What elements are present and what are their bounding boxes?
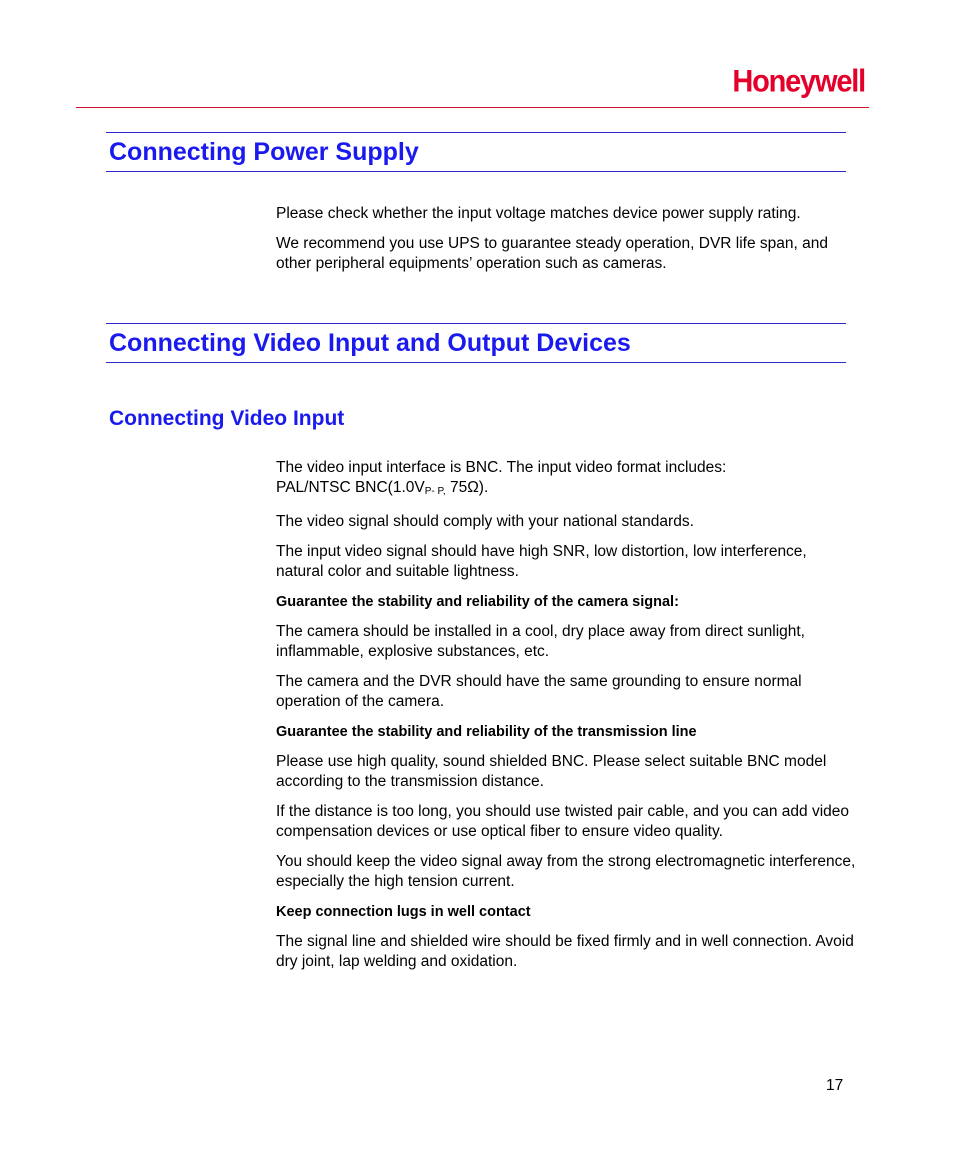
paragraph: The camera and the DVR should have the same grounding to ensure normal operation of the camera. xyxy=(276,673,802,710)
paragraph: Please use high quality, sound shielded BNC. Please select suitable BNC model according to the transmission distance. xyxy=(276,753,827,790)
paragraph: The camera should be installed in a cool, dry place away from direct sunlight, inflammable, explosive substances, etc. xyxy=(276,623,805,660)
page-number: 17 xyxy=(826,1077,844,1094)
video-input-body xyxy=(276,458,856,982)
paragraph: We recommend you use UPS to guarantee steady operation, DVR life span, and other peripheral equipments’ operation such as cameras. xyxy=(276,235,828,272)
paragraph: The input video signal should have high SNR, low distortion, low interference, natural color and suitable lightness. xyxy=(276,543,807,580)
bold-heading-camera: Guarantee the stability and reliability of the camera signal: xyxy=(276,594,679,610)
paragraph: The signal line and shielded wire should be fixed firmly and in well connection. Avoid dry joint, lap welding and oxidation. xyxy=(276,933,854,970)
section-title: Connecting Video Input and Output Devices xyxy=(109,329,631,357)
paragraph: Please check whether the input voltage matches device power supply rating. xyxy=(276,205,801,222)
section-heading-video-devices xyxy=(106,323,846,363)
power-supply-body xyxy=(276,204,856,284)
bold-heading-lugs: Keep connection lugs in well contact xyxy=(276,904,531,920)
paragraph: The video signal should comply with your national standards. xyxy=(276,513,694,530)
bold-heading-transmission: Guarantee the stability and reliability of the transmission line xyxy=(276,724,697,740)
header-divider xyxy=(76,107,869,108)
paragraph: You should keep the video signal away from the strong electromagnetic interference, especially the high tension current. xyxy=(276,853,856,890)
paragraph-video-format xyxy=(276,458,856,502)
paragraph: If the distance is too long, you should use twisted pair cable, and you can add video compensation devices or use optical fiber to ensure video quality. xyxy=(276,803,850,840)
section-title: Connecting Power Supply xyxy=(109,138,419,166)
text: The video input interface is BNC. The input video format includes: xyxy=(276,459,727,476)
section-heading-power-supply xyxy=(106,132,846,172)
honeywell-logo: Honeywell xyxy=(732,64,865,100)
subsection-title-video-input: Connecting Video Input xyxy=(109,407,345,430)
text: 75Ω). xyxy=(445,479,489,496)
text: PAL/NTSC BNC(1.0V xyxy=(276,479,425,496)
subscript: P- P, xyxy=(424,486,446,497)
